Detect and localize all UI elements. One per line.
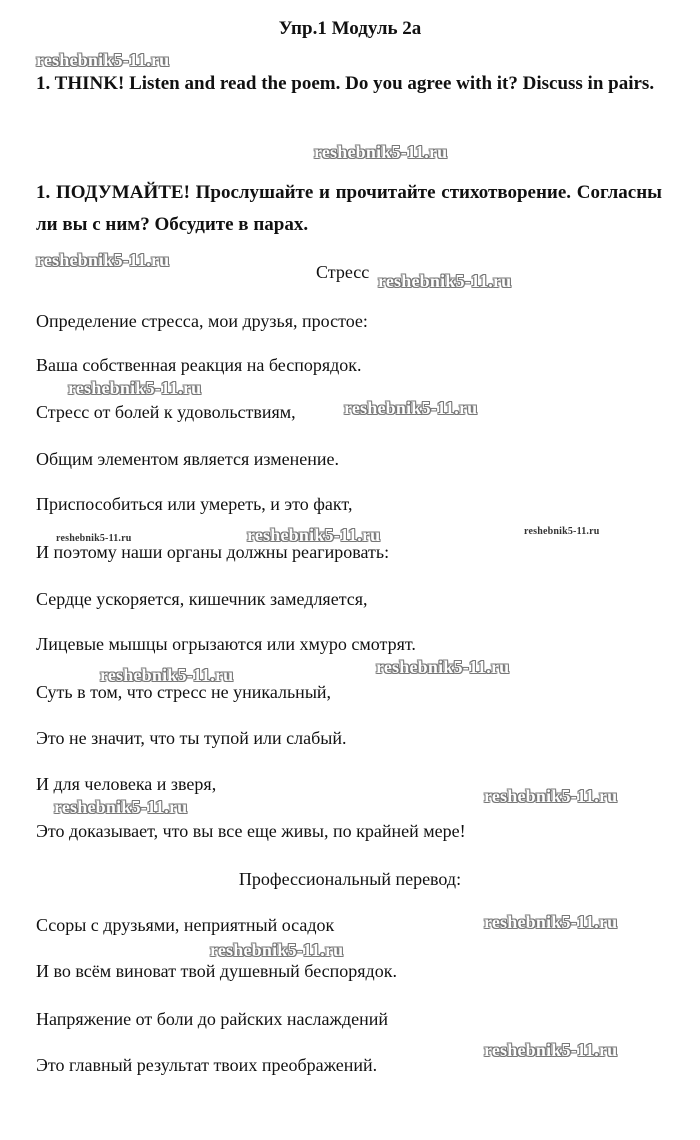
translation-line: Это главный результат твоих преображений. (36, 1055, 378, 1075)
watermark: reshebnik5-11.ru (484, 786, 618, 806)
task-english: 1. THINK! Listen and read the poem. Do you agree with it? Discuss in pairs. (36, 73, 655, 94)
poem-line: Суть в том, что стресс не уникальный, (36, 682, 332, 702)
watermark: reshebnik5-11.ru (376, 657, 510, 677)
poem-line: И поэтому наши органы должны реагировать: (36, 542, 390, 562)
watermark: reshebnik5-11.ru (524, 526, 600, 537)
poem-line: Сердце ускоряется, кишечник замедляется, (36, 589, 368, 609)
watermark: reshebnik5-11.ru (247, 525, 381, 545)
watermark: reshebnik5-11.ru (344, 398, 478, 418)
watermark: reshebnik5-11.ru (378, 271, 512, 291)
watermark: reshebnik5-11.ru (56, 533, 132, 544)
translation-line: Ссоры с друзьями, неприятный осадок (36, 915, 335, 935)
translation-title: Профессиональный перевод: (238, 869, 462, 889)
poem-line: Ваша собственная реакция на беспорядок. (36, 355, 362, 375)
poem-line: И для человека и зверя, (36, 774, 217, 794)
poem-title: Стресс (316, 262, 370, 282)
page-title: Упр.1 Модуль 2а (278, 18, 422, 39)
watermark: reshebnik5-11.ru (484, 1040, 618, 1060)
watermark: reshebnik5-11.ru (36, 50, 170, 70)
poem-line: Это не значит, что ты тупой или слабый. (36, 728, 347, 748)
watermark: reshebnik5-11.ru (68, 378, 202, 398)
watermark: reshebnik5-11.ru (484, 912, 618, 932)
task-russian: 1. ПОДУМАЙТЕ! Прослушайте и прочитайте стихотворение. Согласны ли вы с ним? Обсудите в парах. (36, 182, 662, 235)
watermark: reshebnik5-11.ru (54, 797, 188, 817)
watermark: reshebnik5-11.ru (36, 250, 170, 270)
watermark: reshebnik5-11.ru (100, 665, 234, 685)
poem-line: Приспособиться или умереть, и это факт, (36, 494, 353, 514)
watermark: reshebnik5-11.ru (314, 142, 448, 162)
watermark: reshebnik5-11.ru (210, 940, 344, 960)
translation-line: Напряжение от боли до райских наслаждений (36, 1009, 388, 1029)
translation-line: И во всём виноват твой душевный беспорядок. (36, 961, 397, 981)
poem-line: Общим элементом является изменение. (36, 449, 339, 469)
poem-line: Лицевые мышцы огрызаются или хмуро смотрят. (36, 634, 416, 654)
poem-line: Определение стресса, мои друзья, простое: (36, 311, 368, 331)
poem-line: Стресс от болей к удовольствиям, (36, 402, 296, 422)
poem-line: Это доказывает, что вы все еще живы, по крайней мере! (36, 821, 466, 841)
